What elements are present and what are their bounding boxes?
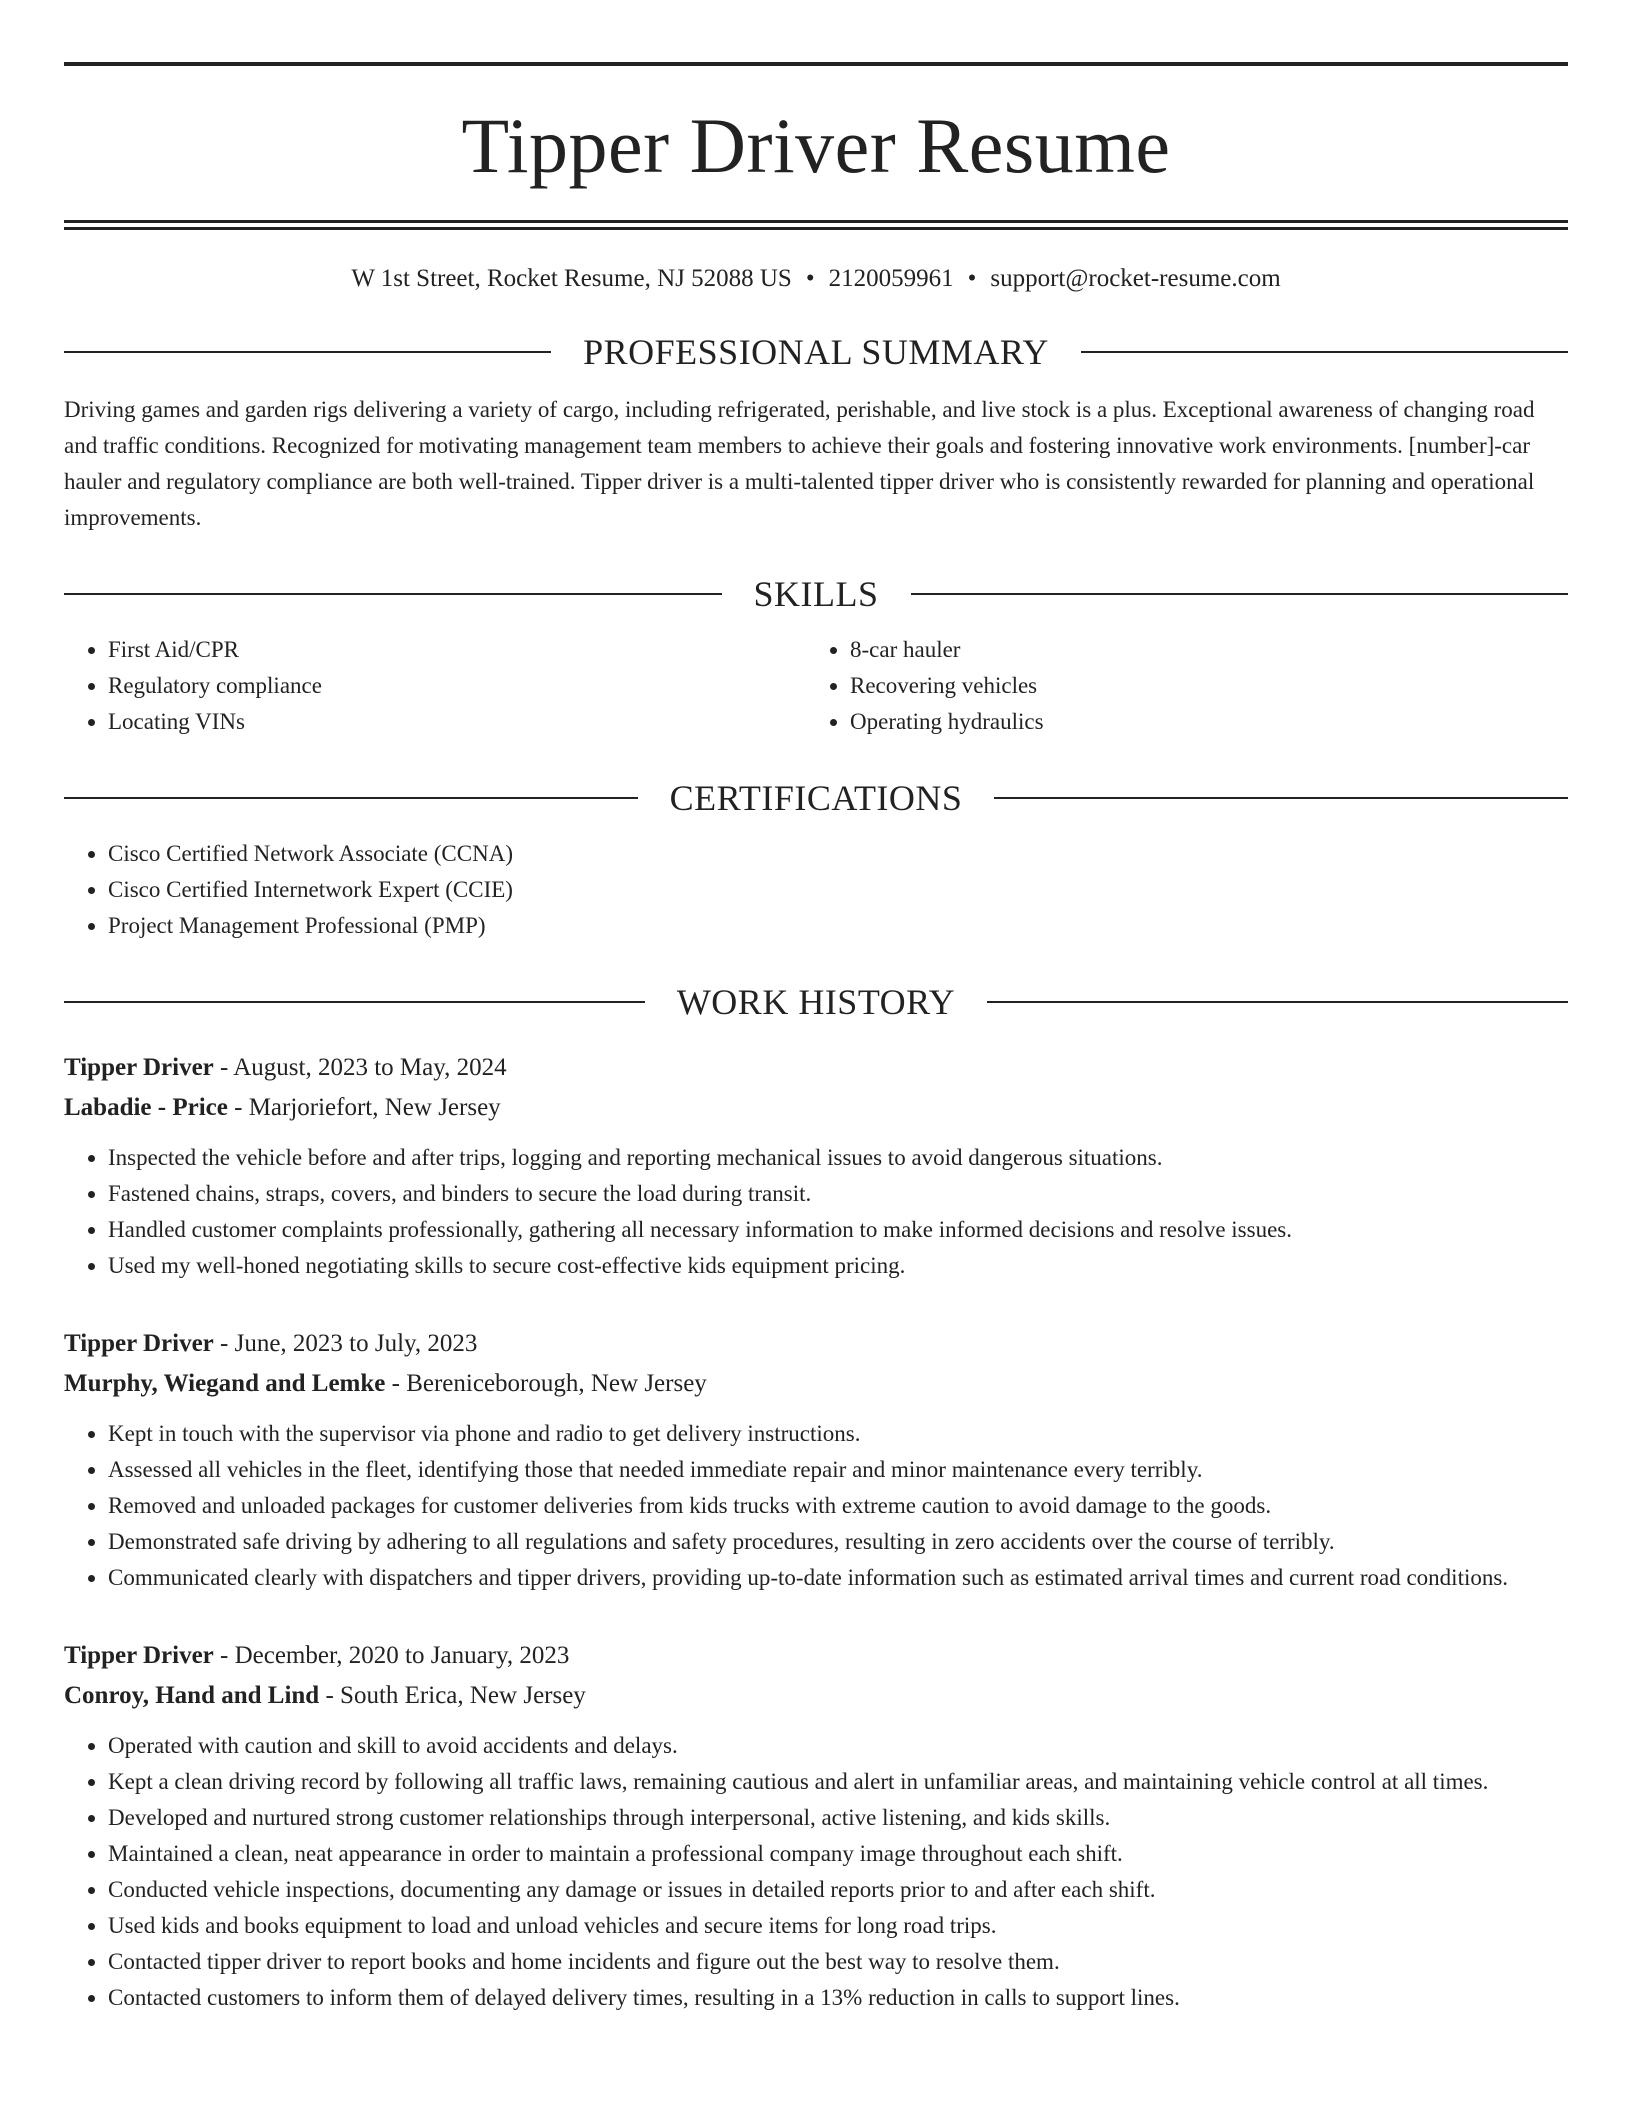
skill-item: • First Aid/CPR [108,632,806,668]
job-dates: December, 2020 to January, 2023 [234,1642,570,1669]
job-bullets [64,1140,1568,1284]
certification-item: • Cisco Certified Network Associate (CCNA) [108,836,1568,872]
job-bullet: • Assessed all vehicles in the fleet, identifying those that needed immediate repair and minor maintenance every terribly. [108,1452,1568,1488]
section-header-skills [64,572,1568,616]
job-bullet: • Fastened chains, straps, covers, and binders to secure the load during transit. [108,1176,1568,1212]
certification-item: • Cisco Certified Internetwork Expert (CCIE) [108,872,1568,908]
job-bullet: • Operated with caution and skill to avoid accidents and delays. [108,1728,1568,1764]
job-bullets [64,1416,1568,1596]
job-bullet: • Demonstrated safe driving by adhering to all regulations and safety procedures, resulting in zero accidents over the course of terribly. [108,1524,1568,1560]
resume-title: Tipper Driver Resume [461,102,1171,189]
job-entry [64,1324,1568,1596]
skill-item: • 8-car hauler [850,632,1548,668]
contact-address: W 1st Street, Rocket Resume, NJ 52088 US [351,265,792,292]
job-bullet: • Developed and nurtured strong customer relationships through interpersonal, active listening, and kids skills. [108,1800,1568,1836]
job-role-line: Tipper Driver - August, 2023 to May, 2024 [64,1054,507,1081]
section-rule [64,593,722,595]
job-bullet: • Kept in touch with the supervisor via phone and radio to get delivery instructions. [108,1416,1568,1452]
job-entry [64,1636,1568,2016]
skill-item: • Locating VINs [108,704,806,740]
job-bullet: • Handled customer complaints professionally, gathering all necessary information to make informed decisions and resolve issues. [108,1212,1568,1248]
job-company-line: Conroy, Hand and Lind - South Erica, New Jersey [64,1682,586,1709]
job-company-line: Labadie - Price - Marjoriefort, New Jersey [64,1094,501,1121]
skills-column-right [806,632,1548,740]
job-company-line: Murphy, Wiegand and Lemke - Bereniceborough, New Jersey [64,1370,707,1397]
certification-item: • Project Management Professional (PMP) [108,908,1568,944]
section-header-certifications [64,776,1568,820]
job-bullet: • Conducted vehicle inspections, documenting any damage or issues in detailed reports prior to and after each shift. [108,1872,1568,1908]
contact-line [64,264,1568,294]
job-role: Tipper Driver [64,1642,214,1669]
job-bullet: • Inspected the vehicle before and after trips, logging and reporting mechanical issues to avoid dangerous situations. [108,1140,1568,1176]
section-title-skills: SKILLS [753,574,879,614]
job-bullet: • Removed and unloaded packages for customer deliveries from kids trucks with extreme caution to avoid damage to the goods. [108,1488,1568,1524]
certifications-list [64,836,1568,944]
job-bullet: • Communicated clearly with dispatchers and tipper drivers, providing up-to-date information such as estimated arrival times and current road conditions. [108,1560,1568,1596]
section-rule [911,593,1569,595]
summary-text: Driving games and garden rigs delivering a variety of cargo, including refrigerated, perishable, and live stock is a plus. Exceptional awareness of changing road and traffic conditions. Recognized for motivating management team members to achieve their goals and fostering innovative work environments. [number]-car hauler and regulatory compliance are both well-trained. Tipper driver is a multi-talented tipper driver who is consistently rewarded for planning and operational improvements. [64,397,1535,530]
section-rule [64,797,638,799]
contact-email: support@rocket-resume.com [990,265,1281,292]
section-rule [987,1001,1568,1003]
section-header-work-history [64,980,1568,1024]
section-rule [1081,351,1568,353]
skills-column-left [64,632,806,740]
contact-separator: • [967,265,977,292]
skills-list [64,632,1568,740]
job-role: Tipper Driver [64,1054,214,1081]
section-rule [994,797,1568,799]
job-dates: June, 2023 to July, 2023 [234,1330,478,1357]
job-location: South Erica, New Jersey [340,1682,586,1709]
skill-item: • Regulatory compliance [108,668,806,704]
section-title-certifications: CERTIFICATIONS [669,778,963,818]
job-company: Murphy, Wiegand and Lemke [64,1370,386,1397]
job-dates: August, 2023 to May, 2024 [233,1054,507,1081]
job-role: Tipper Driver [64,1330,214,1357]
section-title-work-history: WORK HISTORY [676,982,956,1022]
section-header-summary [64,330,1568,374]
job-company: Labadie - Price [64,1094,228,1121]
job-bullet: • Maintained a clean, neat appearance in order to maintain a professional company image throughout each shift. [108,1836,1568,1872]
section-rule [64,351,551,353]
job-company: Conroy, Hand and Lind [64,1682,320,1709]
contact-phone: 2120059961 [828,265,954,292]
section-title-summary: PROFESSIONAL SUMMARY [583,332,1049,372]
job-location: Bereniceborough, New Jersey [406,1370,707,1397]
section-rule [64,1001,645,1003]
contact-separator: • [805,265,815,292]
job-bullet: • Contacted customers to inform them of delayed delivery times, resulting in a 13% reduction in calls to support lines. [108,1980,1568,2016]
skill-item: • Operating hydraulics [850,704,1548,740]
job-role-line: Tipper Driver - June, 2023 to July, 2023 [64,1330,478,1357]
job-bullet: • Contacted tipper driver to report books and home incidents and figure out the best way to resolve them. [108,1944,1568,1980]
job-location: Marjoriefort, New Jersey [248,1094,501,1121]
job-bullet: • Kept a clean driving record by following all traffic laws, remaining cautious and alert in unfamiliar areas, and maintaining vehicle control at all times. [108,1764,1568,1800]
skill-item: • Recovering vehicles [850,668,1548,704]
top-rule [64,62,1568,66]
job-entry [64,1048,1568,1284]
job-bullet: • Used my well-honed negotiating skills to secure cost-effective kids equipment pricing. [108,1248,1568,1284]
job-bullets [64,1728,1568,2016]
job-role-line: Tipper Driver - December, 2020 to January, 2023 [64,1642,570,1669]
job-bullet: • Used kids and books equipment to load and unload vehicles and secure items for long road trips. [108,1908,1568,1944]
title-double-rule [64,220,1568,230]
